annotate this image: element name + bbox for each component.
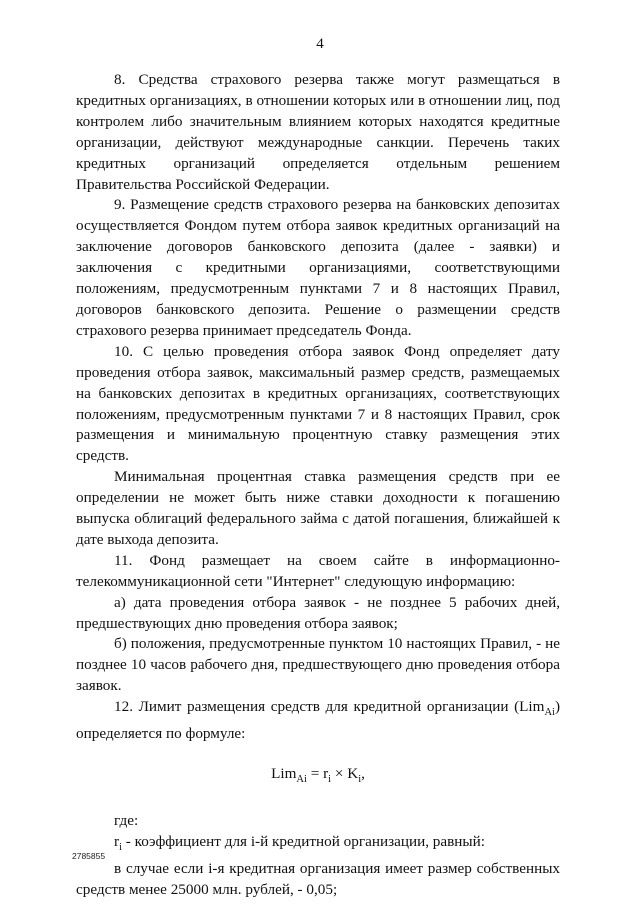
ri-symbol: r: [114, 832, 120, 850]
paragraph-11-a: а) дата проведения отбора заявок - не позднее 5 рабочих дней, предшествующих дню проведения отбора заявок;: [76, 593, 560, 632]
formula-eq: =: [306, 765, 324, 782]
formula-r: r: [323, 765, 329, 782]
paragraph-11: 11. Фонд размещает на своем сайте в информационно-телекоммуникационной сети "Интернет" следующую информацию:: [76, 551, 560, 590]
paragraph-12: [76, 697, 560, 745]
paragraph-12-after: ) определяется по формуле:: [76, 698, 560, 743]
paragraph-10-min-rate: Минимальная процентная ставка размещения средств при ее определении не может быть ниже ставки доходности к погашению выпуска облигаций федерального займа с датой погашения, ближайшей к дате выхода депозита.: [76, 468, 560, 548]
paragraph-12-before: 12. Лимит размещения средств для кредитной организации (: [114, 698, 520, 716]
paragraph-12-lim: Lim: [519, 698, 545, 716]
formula-lhs: Lim: [271, 765, 297, 782]
ri-symbol-sub: i: [119, 841, 122, 853]
ri-definition: [76, 832, 560, 859]
paragraph-9: 9. Размещение средств страхового резерва на банковских депозитах осуществляется Фондом путем отбора заявок кредитных организаций на заключение договоров банковского депозита (далее - заявки) и заключения с кредитными организациями, соответствующими положениям, предусмотренным пунктами 7 и 8 настоящих Правил, договоров банковского депозита. Решение о размещении средств страхового резерва принимает председатель Фонда.: [76, 196, 560, 339]
where-label: где:: [114, 812, 139, 829]
formula-k-sub: i: [358, 774, 362, 785]
ri-definition-text: - коэффициент для i-й кредитной организации, равный:: [121, 832, 485, 850]
formula-tail: ,: [361, 765, 365, 782]
case-1: в случае если i-я кредитная организация имеет размер собственных средств менее 25000 млн. рублей, - 0,05;: [76, 859, 560, 898]
formula-r-sub: i: [328, 774, 332, 785]
formula-lhs-sub: Ai: [296, 774, 307, 785]
paragraph-11-b: б) положения, предусмотренные пунктом 10 настоящих Правил, - не позднее 10 часов рабочего дня, предшествующего дню проведения отбора заявок.: [76, 635, 560, 695]
paragraph-8: 8. Средства страхового резерва также могут размещаться в кредитных организациях, в отношении которых или в отношении лиц, под контролем либо значительным влиянием которых находятся кредитные организации, действуют международные санкции. Перечень таких кредитных организаций определяется отдельным решением Правительства Российской Федерации.: [76, 71, 560, 193]
page-number: 4: [316, 36, 324, 52]
document-code: 2785855: [72, 851, 106, 861]
document-body: [76, 70, 560, 901]
paragraph-12-lim-sub: Ai: [544, 707, 555, 719]
formula-times: ×: [331, 765, 348, 782]
paragraph-10: 10. С целью проведения отбора заявок Фонд определяет дату проведения отбора заявок, максимальный размер средств, размещаемых на банковских депозитах в кредитных организациях, соответствующих положениям, предусмотренным пунктами 7 и 8 настоящих Правил, срок размещения и минимальную процентную ставку размещения этих средств.: [76, 342, 560, 465]
formula-k: K: [347, 765, 359, 782]
limit-formula: [76, 761, 560, 793]
